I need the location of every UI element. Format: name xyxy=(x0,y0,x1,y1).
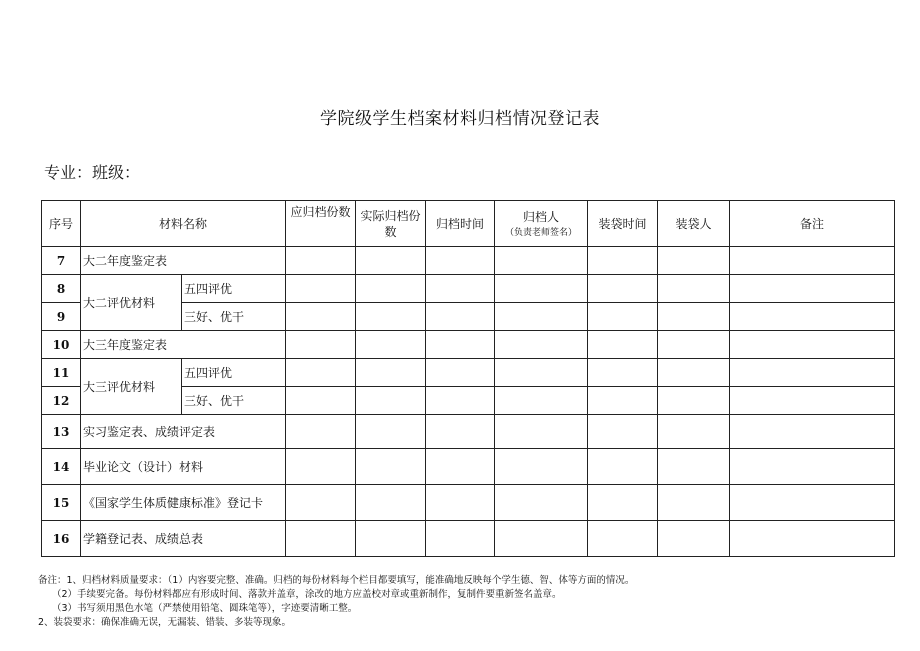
bagger-cell[interactable] xyxy=(658,387,730,415)
material-name: 学籍登记表、成绩总表 xyxy=(81,521,286,557)
actual-cell[interactable] xyxy=(356,275,426,303)
remark-cell[interactable] xyxy=(730,449,895,485)
archiver-cell[interactable] xyxy=(495,485,588,521)
bagger-cell[interactable] xyxy=(658,331,730,359)
bagger-cell[interactable] xyxy=(658,359,730,387)
remark-cell[interactable] xyxy=(730,331,895,359)
header-row xyxy=(42,201,895,247)
bagger-cell[interactable] xyxy=(658,275,730,303)
row-number: 10 xyxy=(42,331,81,359)
archiver-cell[interactable] xyxy=(495,415,588,449)
archive-time-cell[interactable] xyxy=(426,359,495,387)
archiver-cell[interactable] xyxy=(495,359,588,387)
archive-time-cell[interactable] xyxy=(426,415,495,449)
remark-cell[interactable] xyxy=(730,521,895,557)
remark-cell[interactable] xyxy=(730,303,895,331)
notes-section xyxy=(38,574,898,630)
actual-cell[interactable] xyxy=(356,415,426,449)
row-number: 8 xyxy=(42,275,81,303)
note-line: （3）书写须用黑色水笔（严禁使用铅笔、圆珠笔等），字迹要清晰工整。 xyxy=(52,603,358,614)
row-number: 15 xyxy=(42,485,81,521)
archiver-cell[interactable] xyxy=(495,449,588,485)
expected-cell[interactable] xyxy=(286,247,356,275)
header-archiver-sub: （负责老师签名） xyxy=(505,227,578,238)
bag-time-cell[interactable] xyxy=(588,303,658,331)
remark-cell[interactable] xyxy=(730,485,895,521)
material-name: 三好、优干 xyxy=(182,303,286,331)
bag-time-cell[interactable] xyxy=(588,485,658,521)
row-number: 7 xyxy=(42,247,81,275)
expected-cell[interactable] xyxy=(286,485,356,521)
archive-time-cell[interactable] xyxy=(426,275,495,303)
bag-time-cell[interactable] xyxy=(588,449,658,485)
header-seq: 序号 xyxy=(42,201,81,247)
header-archive-time: 归档时间 xyxy=(426,201,495,247)
table-row xyxy=(42,485,895,521)
bagger-cell[interactable] xyxy=(658,449,730,485)
material-name: 毕业论文（设计）材料 xyxy=(81,449,286,485)
archive-time-cell[interactable] xyxy=(426,387,495,415)
archiver-cell[interactable] xyxy=(495,387,588,415)
note-line: 2、装袋要求：确保准确无误，无漏装、错装、多装等现象。 xyxy=(38,617,292,628)
header-remark: 备注 xyxy=(730,201,895,247)
material-name: 三好、优干 xyxy=(182,387,286,415)
expected-cell[interactable] xyxy=(286,303,356,331)
bag-time-cell[interactable] xyxy=(588,415,658,449)
row-number: 11 xyxy=(42,359,81,387)
bag-time-cell[interactable] xyxy=(588,521,658,557)
table-row xyxy=(42,275,895,303)
note-line: （2）手续要完备。每份材料都应有形成时间、落款并盖章，涂改的地方应盖校对章或重新制作，复制件要重新签名盖章。 xyxy=(52,589,562,600)
material-name: 实习鉴定表、成绩评定表 xyxy=(81,415,286,449)
material-group: 大三评优材料 xyxy=(81,359,182,415)
table-row xyxy=(42,359,895,387)
actual-cell[interactable] xyxy=(356,247,426,275)
material-name: 大二年度鉴定表 xyxy=(81,247,286,275)
actual-cell[interactable] xyxy=(356,521,426,557)
bagger-cell[interactable] xyxy=(658,303,730,331)
table-row xyxy=(42,331,895,359)
header-actual: 实际归档份数 xyxy=(356,201,426,247)
material-name: 五四评优 xyxy=(182,359,286,387)
expected-cell[interactable] xyxy=(286,387,356,415)
row-number: 9 xyxy=(42,303,81,331)
bagger-cell[interactable] xyxy=(658,247,730,275)
archiver-cell[interactable] xyxy=(495,247,588,275)
archive-time-cell[interactable] xyxy=(426,449,495,485)
remark-cell[interactable] xyxy=(730,275,895,303)
header-bag-time: 装袋时间 xyxy=(588,201,658,247)
row-number: 16 xyxy=(42,521,81,557)
remark-cell[interactable] xyxy=(730,387,895,415)
expected-cell[interactable] xyxy=(286,521,356,557)
archiver-cell[interactable] xyxy=(495,303,588,331)
bag-time-cell[interactable] xyxy=(588,387,658,415)
archiver-cell[interactable] xyxy=(495,275,588,303)
table-row xyxy=(42,415,895,449)
actual-cell[interactable] xyxy=(356,331,426,359)
expected-cell[interactable] xyxy=(286,415,356,449)
form-title: 学院级学生档案材料归档情况登记表 xyxy=(320,109,600,129)
material-name: 五四评优 xyxy=(182,275,286,303)
bagger-cell[interactable] xyxy=(658,521,730,557)
material-group: 大二评优材料 xyxy=(81,275,182,331)
row-number: 12 xyxy=(42,387,81,415)
bagger-cell[interactable] xyxy=(658,485,730,521)
archiver-cell[interactable] xyxy=(495,331,588,359)
bagger-cell[interactable] xyxy=(658,415,730,449)
header-bagger: 装袋人 xyxy=(658,201,730,247)
expected-cell[interactable] xyxy=(286,449,356,485)
header-archiver xyxy=(495,201,588,247)
remark-cell[interactable] xyxy=(730,415,895,449)
actual-cell[interactable] xyxy=(356,303,426,331)
bag-time-cell[interactable] xyxy=(588,359,658,387)
archive-register-table xyxy=(41,200,895,557)
bag-time-cell[interactable] xyxy=(588,331,658,359)
table-row xyxy=(42,449,895,485)
actual-cell[interactable] xyxy=(356,359,426,387)
material-name: 大三年度鉴定表 xyxy=(81,331,286,359)
archive-time-cell[interactable] xyxy=(426,521,495,557)
actual-cell[interactable] xyxy=(356,387,426,415)
table-row xyxy=(42,247,895,275)
remark-cell[interactable] xyxy=(730,247,895,275)
archiver-cell[interactable] xyxy=(495,521,588,557)
archive-time-cell[interactable] xyxy=(426,247,495,275)
header-expected: 应归档份数 xyxy=(286,201,356,247)
actual-cell[interactable] xyxy=(356,449,426,485)
remark-cell[interactable] xyxy=(730,359,895,387)
row-number: 13 xyxy=(42,415,81,449)
bag-time-cell[interactable] xyxy=(588,247,658,275)
row-number: 14 xyxy=(42,449,81,485)
archive-time-cell[interactable] xyxy=(426,331,495,359)
archive-time-cell[interactable] xyxy=(426,303,495,331)
major-class-line: 专业：班级： xyxy=(44,163,141,182)
actual-cell[interactable] xyxy=(356,485,426,521)
header-material: 材料名称 xyxy=(81,201,286,247)
bag-time-cell[interactable] xyxy=(588,275,658,303)
note-line: 备注：1、归档材料质量要求：（1）内容要完整、准确。归档的每份材料每个栏目都要填写，能准确地反映每个学生德、智、体等方面的情况。 xyxy=(38,575,635,586)
expected-cell[interactable] xyxy=(286,275,356,303)
table-row xyxy=(42,521,895,557)
expected-cell[interactable] xyxy=(286,331,356,359)
material-name: 《国家学生体质健康标准》登记卡 xyxy=(81,485,286,521)
header-archiver-label: 归档人 xyxy=(523,209,560,224)
expected-cell[interactable] xyxy=(286,359,356,387)
archive-time-cell[interactable] xyxy=(426,485,495,521)
